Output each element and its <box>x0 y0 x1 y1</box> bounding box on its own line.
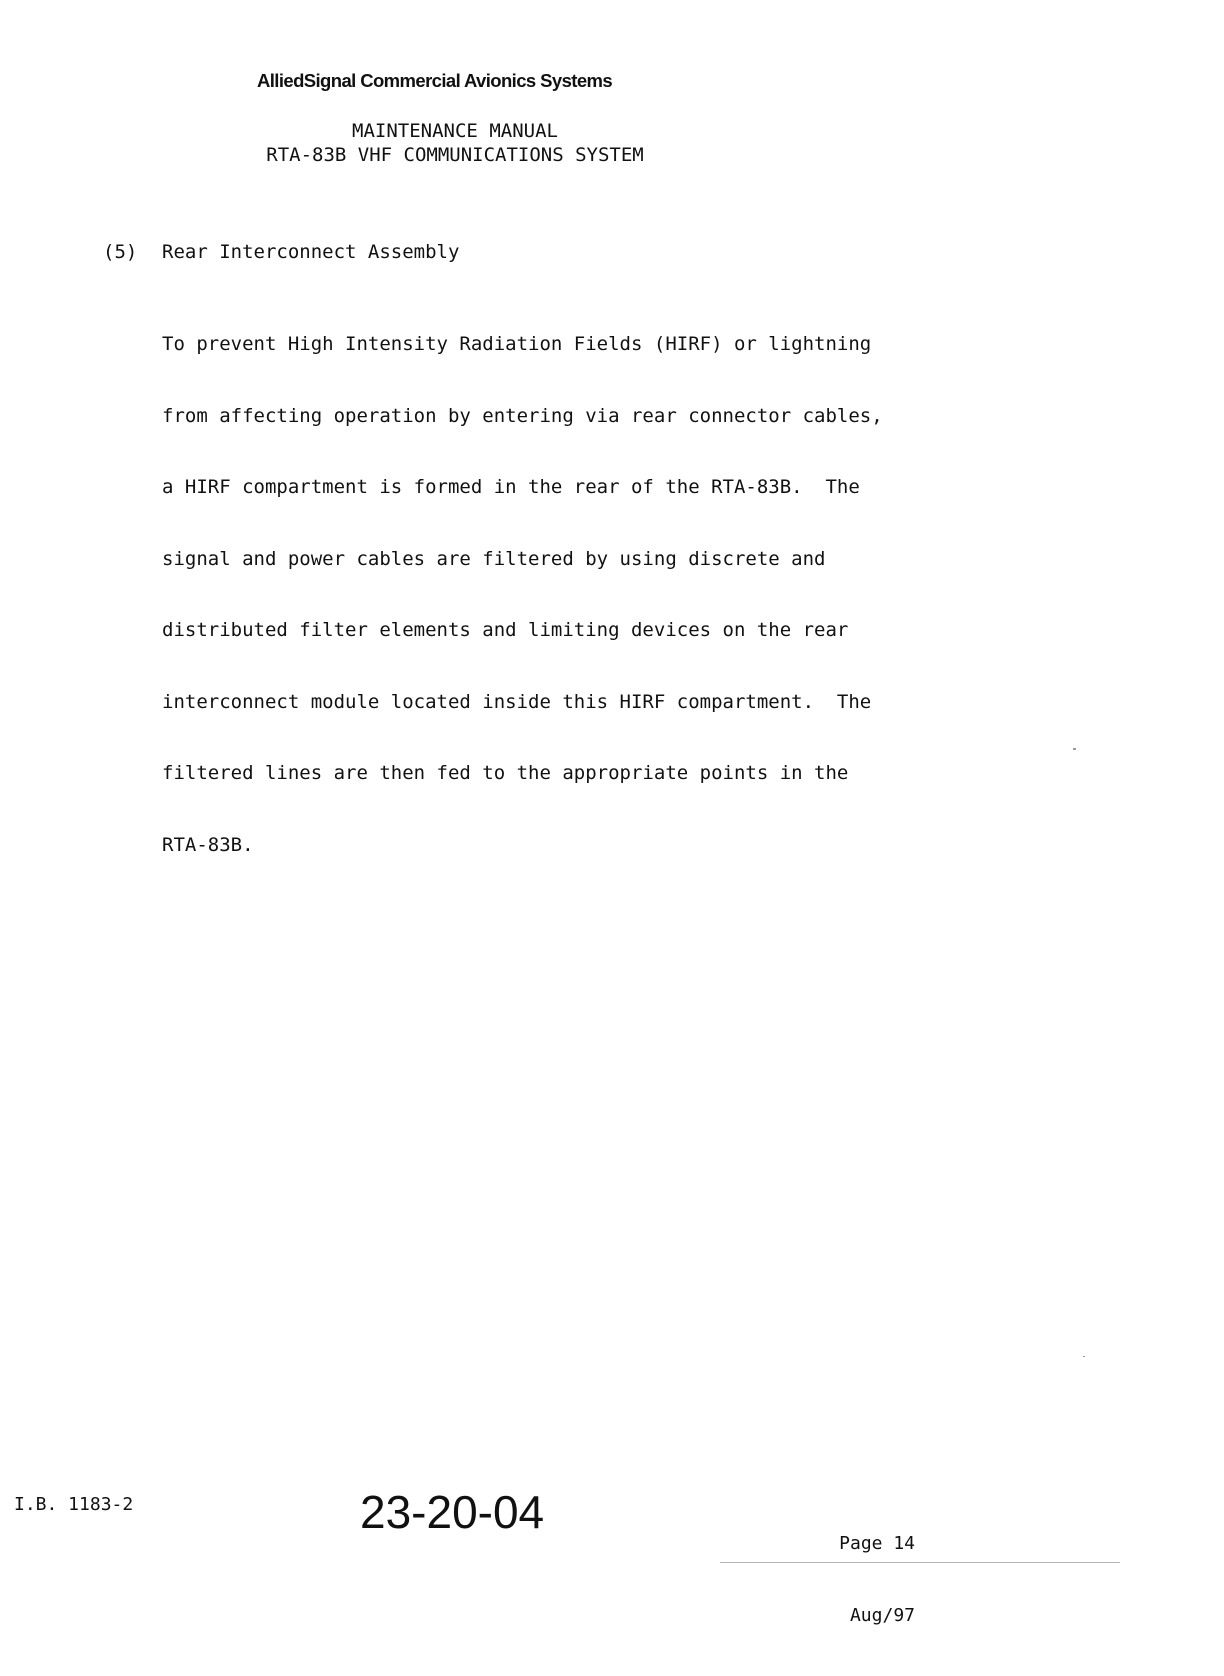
section-paragraph <box>162 285 922 905</box>
page-number: Page 14 <box>839 1533 915 1554</box>
paragraph-line: RTA-83B. <box>162 833 254 856</box>
paragraph-line: a HIRF compartment is formed in the rear of the RTA-83B. The <box>162 476 860 498</box>
scan-edge-line <box>720 1562 1120 1563</box>
revision-date: Aug/97 <box>849 1605 915 1626</box>
paragraph-line: from affecting operation by entering via rear connector cables, <box>162 404 883 427</box>
paragraph-line: interconnect module located inside this HIRF compartment. The <box>162 690 872 713</box>
system-title: RTA-83B VHF COMMUNICATIONS SYSTEM <box>266 144 644 166</box>
scan-speck <box>1083 1356 1085 1357</box>
page-info <box>800 1484 915 1676</box>
company-name: AlliedSignal Commercial Avionics Systems <box>257 70 613 91</box>
section-title: Rear Interconnect Assembly <box>162 241 460 263</box>
ib-number: I.B. 1183-2 <box>14 1494 134 1515</box>
manual-title: MAINTENANCE MANUAL <box>352 120 558 142</box>
paragraph-line: signal and power cables are filtered by using discrete and <box>162 547 826 570</box>
document-number: 23-20-04 <box>360 1486 545 1538</box>
paragraph-line: distributed filter elements and limiting devices on the rear <box>162 619 849 641</box>
paragraph-line: filtered lines are then fed to the appropriate points in the <box>162 762 849 784</box>
paragraph-line: To prevent High Intensity Radiation Fields (HIRF) or lightning <box>162 333 872 355</box>
scan-speck <box>1073 748 1076 750</box>
section-number: (5) <box>103 241 138 263</box>
